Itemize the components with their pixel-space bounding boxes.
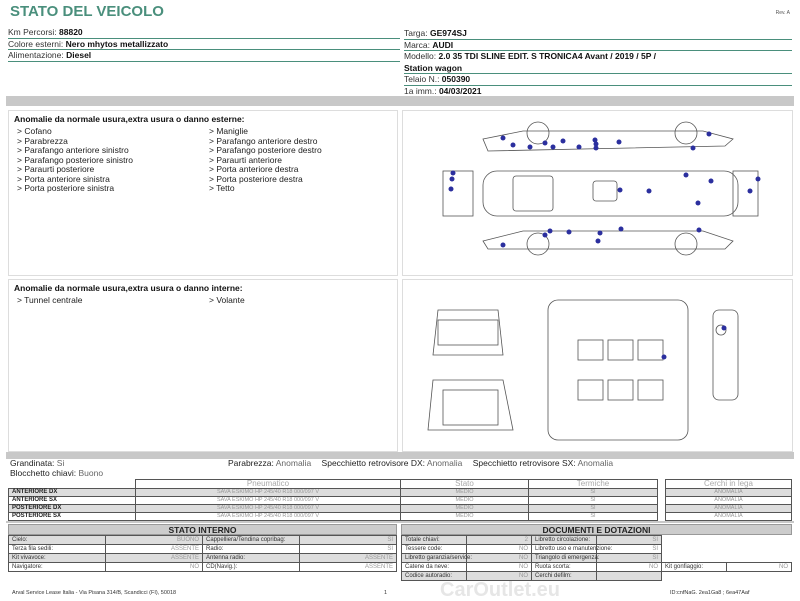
info-label: Telaio N.: bbox=[404, 74, 442, 84]
field-value bbox=[597, 572, 662, 581]
car-interior-svg bbox=[403, 280, 794, 453]
table-row bbox=[9, 497, 658, 505]
damage-item: > Paraurti posteriore bbox=[17, 164, 95, 174]
tyre-winter: SI bbox=[529, 513, 658, 521]
col-cerchi: Cerchi in lega bbox=[666, 480, 792, 489]
info-label: 1a imm.: bbox=[404, 85, 439, 96]
damage-item: > Cofano bbox=[17, 126, 52, 136]
damage-dot bbox=[696, 201, 701, 206]
damage-dot bbox=[551, 145, 556, 150]
tyre-state: MEDIO bbox=[401, 497, 529, 505]
table-row bbox=[9, 554, 397, 563]
damage-dot bbox=[561, 139, 566, 144]
stato-interno-title: STATO INTERNO bbox=[8, 524, 397, 535]
interior-diagram bbox=[402, 279, 793, 452]
field-label: Totale chiavi: bbox=[402, 536, 467, 545]
damage-item: > Parabrezza bbox=[17, 135, 68, 146]
car-exterior-svg bbox=[403, 111, 794, 277]
table-row bbox=[666, 489, 792, 497]
tyre-state: MEDIO bbox=[401, 489, 529, 497]
info-row bbox=[404, 74, 792, 86]
info-value: 88820 bbox=[59, 27, 83, 37]
revision: Rev. A bbox=[775, 10, 790, 16]
info-value: 050390 bbox=[441, 74, 471, 84]
damage-item: > Parafango posteriore sinistro bbox=[17, 154, 133, 165]
rims-table bbox=[665, 479, 792, 521]
field-value: NO bbox=[727, 563, 792, 572]
damage-dot bbox=[647, 189, 652, 194]
field-label: Terza fila sedili: bbox=[9, 545, 106, 554]
external-car-diagram bbox=[402, 110, 793, 276]
field-value: ASSENTE bbox=[300, 554, 397, 563]
damage-item: > Porta anteriore sinistra bbox=[17, 173, 110, 184]
tyre-position: ANTERIORE SX bbox=[9, 497, 136, 505]
table-row bbox=[9, 513, 658, 521]
damage-item: > Volante bbox=[209, 295, 245, 305]
info-row bbox=[8, 27, 400, 39]
table-row bbox=[402, 554, 792, 563]
damage-dot bbox=[449, 187, 454, 192]
damage-dot bbox=[697, 228, 702, 233]
tyre-model: SAVA ESKIMO HP 245/40 R18 000/097 V bbox=[136, 513, 401, 521]
blocchetto-label: Blocchetto chiavi: bbox=[10, 467, 79, 478]
table-row bbox=[9, 489, 658, 497]
damage-dot bbox=[617, 140, 622, 145]
col-termiche: Termiche bbox=[529, 480, 658, 489]
field-value: SI bbox=[597, 536, 662, 545]
internal-items bbox=[9, 296, 397, 306]
field-value: ASSENTE bbox=[300, 563, 397, 572]
info-label: Targa: bbox=[404, 28, 430, 38]
tyre-winter: SI bbox=[529, 505, 658, 513]
info-row bbox=[8, 50, 400, 62]
damage-dot bbox=[594, 146, 599, 151]
field-label: CD(Navig.): bbox=[203, 563, 300, 572]
field-label: Codice autoradio: bbox=[402, 572, 467, 581]
damage-dot bbox=[501, 136, 506, 141]
field-value: SI bbox=[597, 545, 662, 554]
field-label: Radio: bbox=[203, 545, 300, 554]
external-title: Anomalie da normale usura,extra usura o danno esterne: bbox=[14, 114, 245, 124]
page-title: STATO DEL VEICOLO bbox=[10, 3, 164, 20]
info-row bbox=[404, 28, 792, 40]
internal-title: Anomalie da normale usura,extra usura o danno interne: bbox=[14, 283, 243, 293]
damage-dot bbox=[709, 179, 714, 184]
field-label: Cielo: bbox=[9, 536, 106, 545]
documenti bbox=[401, 524, 792, 581]
field-label: Antenna radio: bbox=[203, 554, 300, 563]
table-row bbox=[402, 536, 792, 545]
info-value: AUDI bbox=[432, 39, 454, 50]
damage-dot bbox=[722, 326, 727, 331]
internal-col-1 bbox=[17, 296, 209, 306]
damage-dot bbox=[511, 143, 516, 148]
damage-dot bbox=[598, 231, 603, 236]
tyres-table bbox=[8, 479, 658, 521]
damage-item: > Parafango anteriore sinistro bbox=[17, 145, 129, 155]
field-label: Cappelliera/Tendina copribag: bbox=[203, 536, 300, 545]
table-row bbox=[9, 545, 397, 554]
field-value: NO bbox=[106, 563, 203, 572]
tyre-position: ANTERIORE DX bbox=[9, 489, 136, 497]
tyre-model: SAVA ESKIMO HP 245/40 R18 000/097 V bbox=[136, 505, 401, 513]
external-damage-list bbox=[8, 110, 398, 276]
info-row bbox=[8, 39, 400, 51]
spec-sx-value: Anomalia bbox=[577, 458, 614, 468]
info-label: Colore esterni: bbox=[8, 38, 66, 49]
field-value: NO bbox=[467, 545, 532, 554]
info-row bbox=[404, 63, 792, 75]
info-label: Alimentazione: bbox=[8, 50, 67, 60]
damage-item: > Paraurti anteriore bbox=[209, 154, 282, 165]
damage-dot bbox=[548, 229, 553, 234]
grandinata-label: Grandinata: bbox=[10, 458, 57, 468]
field-value: SI bbox=[300, 545, 397, 554]
damage-dot bbox=[691, 146, 696, 151]
table-row bbox=[9, 563, 397, 572]
damage-item: > Tunnel centrale bbox=[17, 295, 83, 305]
table-row bbox=[666, 513, 792, 521]
info-value: 2.0 35 TDI SLINE EDIT. S TRONICA4 Avant / 2019 / 5P / bbox=[438, 51, 656, 61]
internal-damage-list bbox=[8, 279, 398, 452]
documenti-table bbox=[401, 535, 792, 581]
damage-dot bbox=[707, 132, 712, 137]
stato-interno-table bbox=[8, 535, 397, 572]
damage-dot bbox=[451, 171, 456, 176]
parabrezza-label: Parabrezza: bbox=[228, 458, 276, 468]
col-pneumatico: Pneumatico bbox=[136, 480, 401, 489]
damage-dot bbox=[577, 145, 582, 150]
page-number: 1 bbox=[384, 590, 388, 596]
field-label: Kit vivavoce: bbox=[9, 554, 106, 563]
external-col-1 bbox=[17, 127, 209, 194]
field-value: SI bbox=[597, 554, 662, 563]
damage-dot bbox=[501, 243, 506, 248]
field-label: Tessere code: bbox=[402, 545, 467, 554]
tyre-state: MEDIO bbox=[401, 513, 529, 521]
tyre-position: POSTERIORE DX bbox=[9, 505, 136, 513]
info-row bbox=[404, 40, 792, 52]
divider-bar bbox=[6, 521, 794, 523]
table-row bbox=[9, 505, 658, 513]
vehicle-info-left bbox=[8, 27, 400, 62]
field-label: Ruota scorta: bbox=[532, 563, 597, 572]
damage-dot bbox=[684, 173, 689, 178]
field-label: Libretto uso e manutenzione: bbox=[532, 545, 597, 554]
damage-dot bbox=[543, 141, 548, 146]
stato-interno bbox=[8, 524, 397, 572]
blocchetto-value: Buono bbox=[78, 467, 104, 478]
damage-item: > Parafango anteriore destro bbox=[209, 135, 318, 146]
damage-dot bbox=[618, 188, 623, 193]
tyre-winter: SI bbox=[529, 497, 658, 505]
external-items bbox=[9, 127, 397, 194]
info-value: Station wagon bbox=[404, 62, 463, 73]
table-row bbox=[402, 545, 792, 554]
rim-state: ANOMALIA bbox=[666, 513, 792, 521]
table-row bbox=[402, 563, 792, 572]
internal-col-2 bbox=[209, 296, 401, 306]
field-value: NO bbox=[467, 563, 532, 572]
damage-dot bbox=[756, 177, 761, 182]
field-label: Navigatore: bbox=[9, 563, 106, 572]
misc-left bbox=[10, 459, 103, 478]
damage-dot bbox=[528, 145, 533, 150]
info-value: Nero mhytos metallizzato bbox=[65, 38, 169, 49]
grandinata-value: Si bbox=[56, 458, 65, 468]
watermark: CarOutlet.eu bbox=[440, 579, 561, 601]
field-value: BUONO bbox=[106, 536, 203, 545]
field-label: Cerchi defilm: bbox=[532, 572, 597, 581]
spec-dx-label: Specchietto retrovisore DX: bbox=[321, 458, 427, 468]
external-col-2 bbox=[209, 127, 401, 194]
table-row bbox=[9, 536, 397, 545]
field-value: SI bbox=[300, 536, 397, 545]
table-row bbox=[666, 505, 792, 513]
damage-item: > Porta posteriore destra bbox=[209, 173, 303, 184]
damage-dot bbox=[596, 239, 601, 244]
tyre-model: SAVA ESKIMO HP 245/40 R18 000/097 V bbox=[136, 497, 401, 505]
vehicle-info-right bbox=[404, 28, 792, 97]
info-label: Km Percorsi: bbox=[8, 27, 60, 37]
col-stato: Stato bbox=[401, 480, 529, 489]
rim-state: ANOMALIA bbox=[666, 489, 792, 497]
damage-dot bbox=[662, 355, 667, 360]
field-value: ASSENTE bbox=[106, 545, 203, 554]
rim-state: ANOMALIA bbox=[666, 505, 792, 513]
damage-dot bbox=[450, 177, 455, 182]
tyre-winter: SI bbox=[529, 489, 658, 497]
info-label: Modello: bbox=[404, 51, 439, 61]
damage-item: > Tetto bbox=[209, 183, 235, 193]
field-label: Kit gonfiaggio: bbox=[662, 563, 727, 572]
damage-item: > Porta posteriore sinistra bbox=[17, 183, 115, 193]
damage-item: > Porta anteriore destra bbox=[209, 164, 299, 174]
info-value: 04/03/2021 bbox=[438, 85, 482, 96]
field-value: NO bbox=[467, 572, 532, 581]
field-value: NO bbox=[597, 563, 662, 572]
tyre-model: SAVA ESKIMO HP 245/40 R18 000/097 V bbox=[136, 489, 401, 497]
info-value: Diesel bbox=[66, 50, 92, 60]
damage-dot bbox=[543, 233, 548, 238]
damage-dot bbox=[619, 227, 624, 232]
tyre-position: POSTERIORE SX bbox=[9, 513, 136, 521]
tyre-state: MEDIO bbox=[401, 505, 529, 513]
parabrezza-value: Anomalia bbox=[275, 458, 312, 468]
spec-dx-value: Anomalia bbox=[426, 458, 463, 468]
rim-state: ANOMALIA bbox=[666, 497, 792, 505]
field-value: ASSENTE bbox=[106, 554, 203, 563]
damage-item: > Maniglie bbox=[209, 126, 248, 136]
field-value: NO bbox=[467, 554, 532, 563]
info-value: GE974SJ bbox=[430, 28, 467, 38]
damage-item: > Parafango posteriore destro bbox=[209, 145, 322, 155]
footer-code: ID:cnfNaG. 2ea1Ga8 ; 6ea47Aaf bbox=[670, 590, 750, 596]
field-label: Triangolo di emergenza: bbox=[532, 554, 597, 563]
damage-dot bbox=[748, 189, 753, 194]
documenti-title: DOCUMENTI E DOTAZIONI bbox=[401, 524, 792, 535]
info-row bbox=[404, 51, 792, 63]
footer-address: Arval Service Lease Italia - Via Pisana 314/B, Scandicci (FI), 50018 bbox=[12, 590, 177, 596]
damage-dot bbox=[567, 230, 572, 235]
table-row bbox=[666, 497, 792, 505]
field-label: Libretto circolazione: bbox=[532, 536, 597, 545]
divider-bar bbox=[6, 96, 794, 106]
field-label: Catene da neve: bbox=[402, 563, 467, 572]
misc-right bbox=[228, 459, 613, 469]
spec-sx-label: Specchietto retrovisore SX: bbox=[472, 458, 578, 468]
field-value: 2 bbox=[467, 536, 532, 545]
field-label: Libretto garanzia/service: bbox=[402, 554, 467, 563]
info-label: Marca: bbox=[404, 39, 433, 50]
